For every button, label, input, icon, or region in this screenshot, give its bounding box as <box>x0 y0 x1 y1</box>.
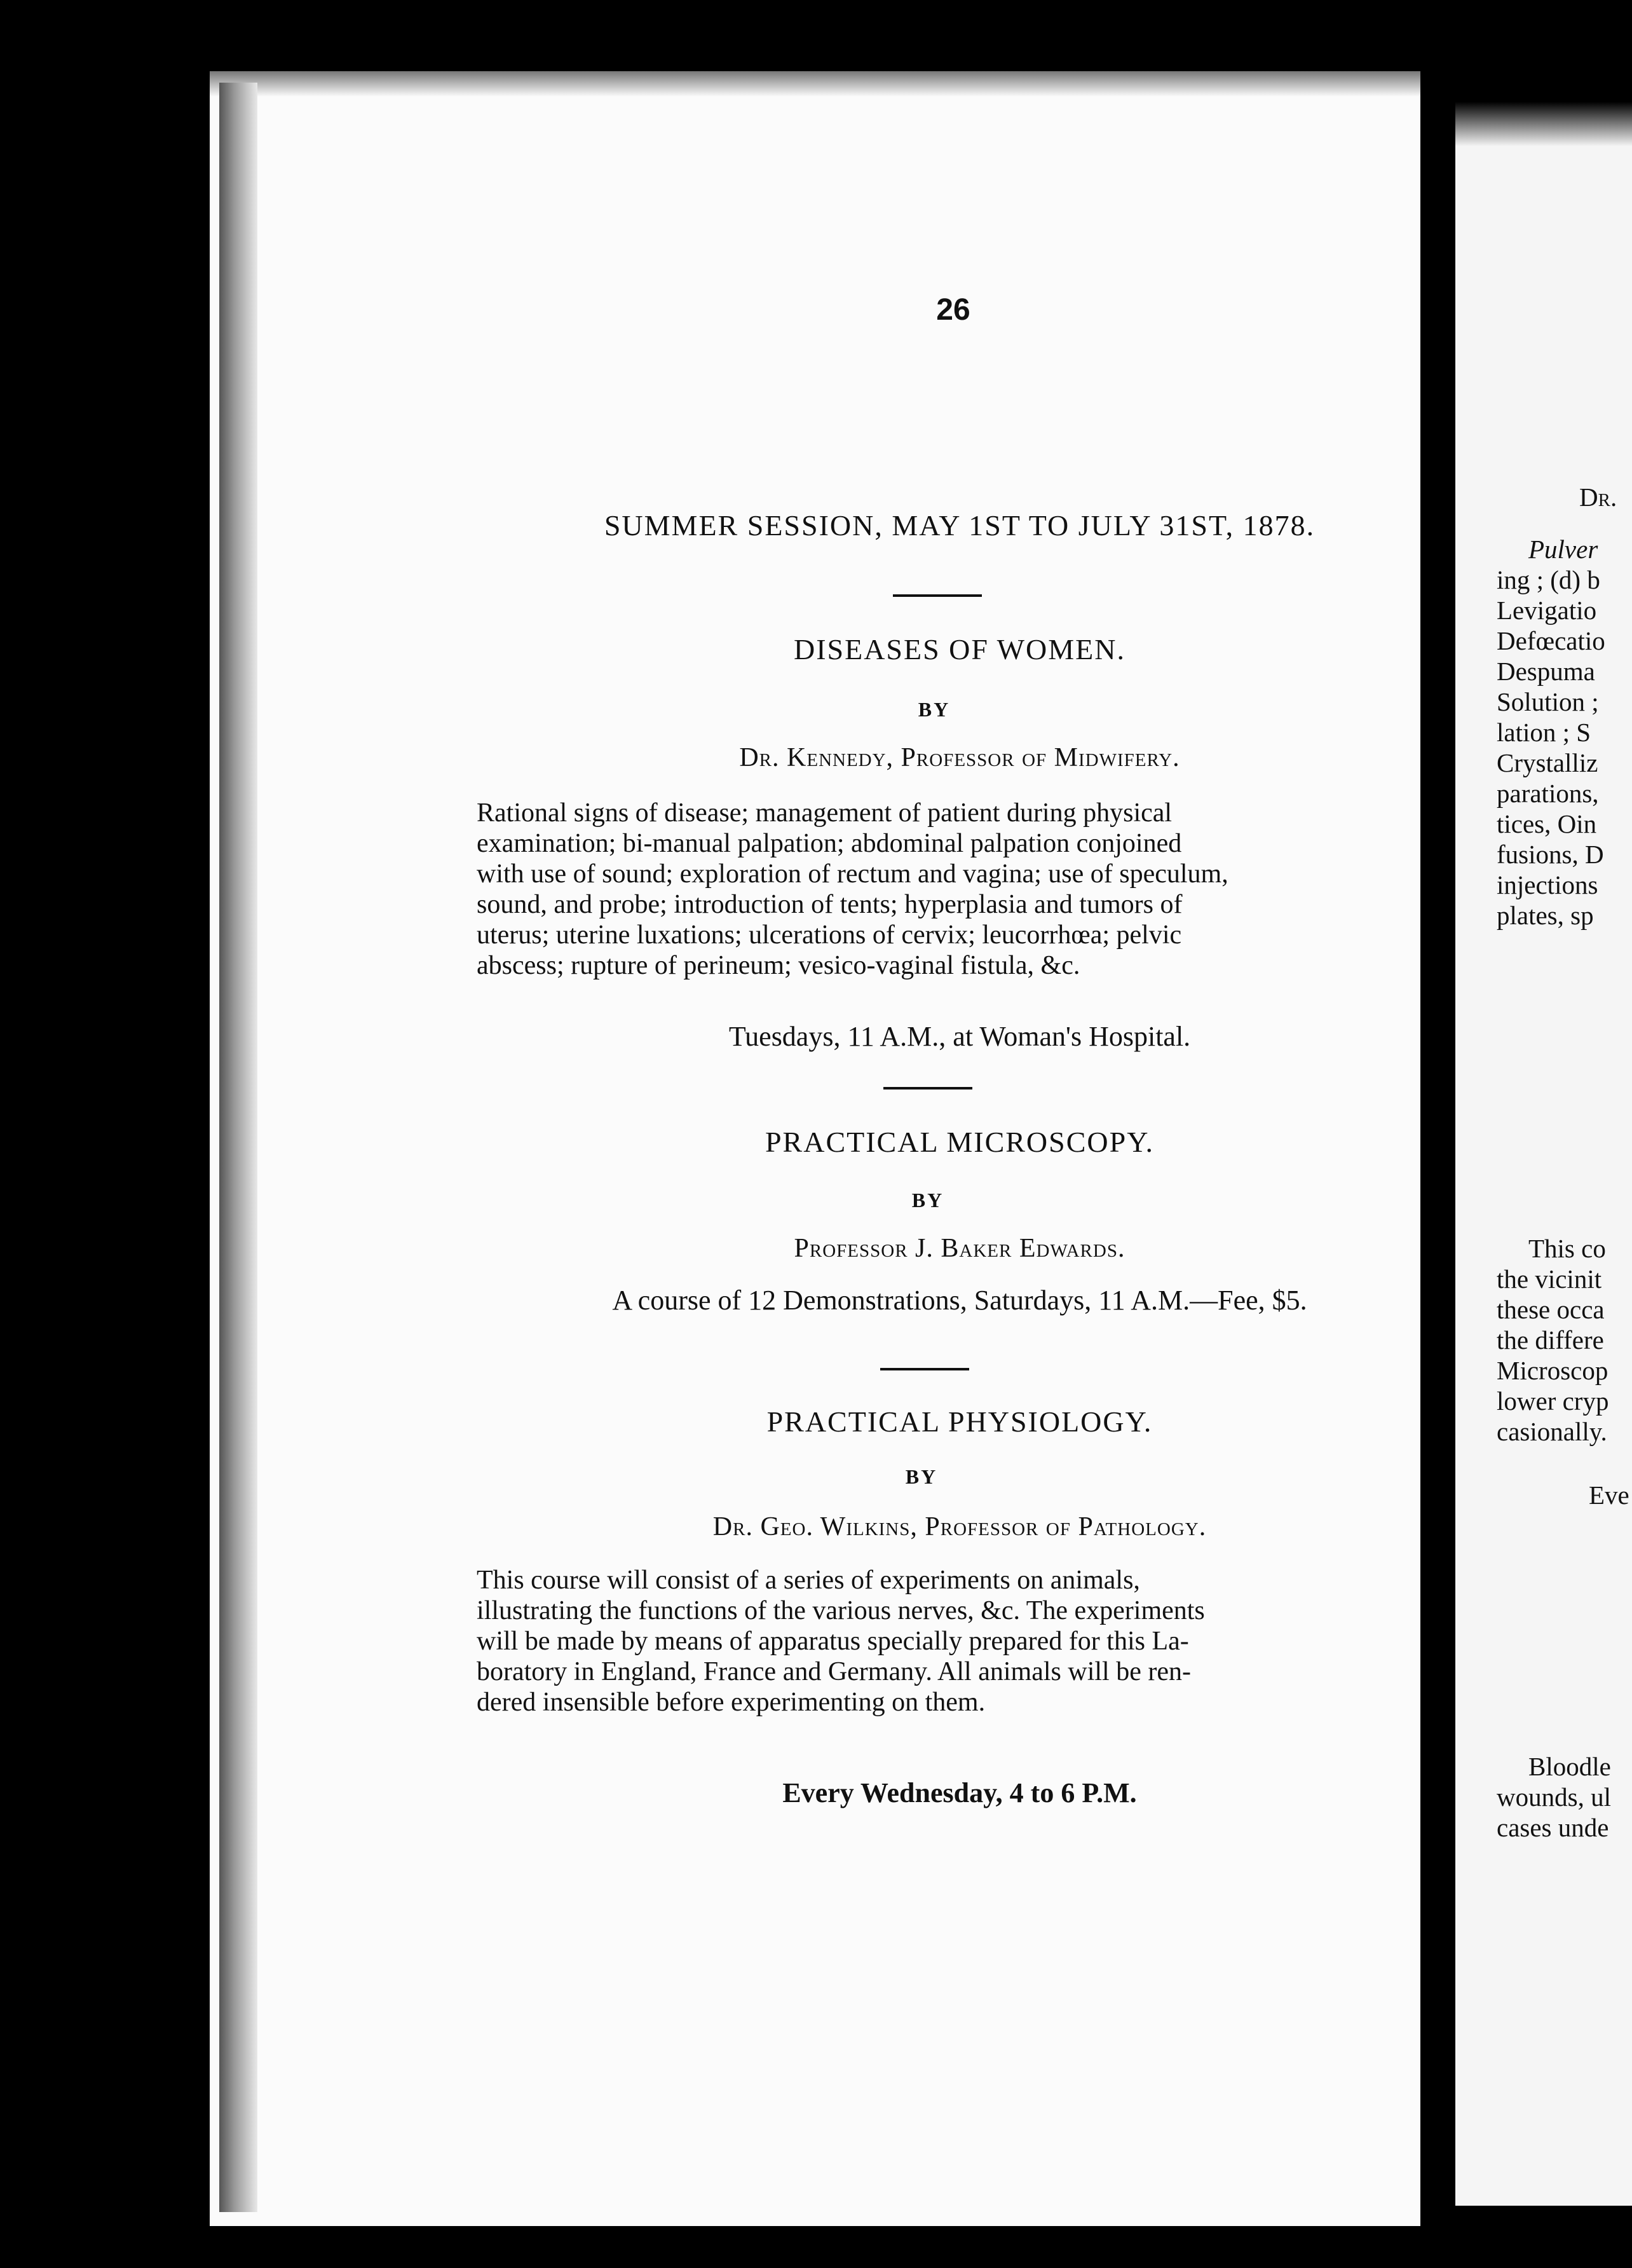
book-gutter <box>1420 95 1455 2206</box>
right-block <box>1497 534 1632 931</box>
section-by: BY <box>918 698 951 721</box>
section-byline: Professor J. Baker Edwards. <box>794 1234 1125 1263</box>
right-line: casionally. <box>1497 1417 1607 1446</box>
right-line: fusions, D <box>1497 840 1604 869</box>
section-time: Every Wednesday, 4 to 6 P.M. <box>782 1777 1137 1808</box>
section-heading: PRACTICAL PHYSIOLOGY. <box>766 1405 1153 1438</box>
right-line: Microscop <box>1497 1356 1608 1385</box>
right-line: Crystalliz <box>1497 748 1598 777</box>
right-line: the differe <box>1497 1325 1604 1355</box>
section-byline: Dr. Geo. Wilkins, Professor of Pathology. <box>712 1512 1207 1541</box>
body-line: with use of sound; exploration of rectum and vagina; use of speculum, <box>477 859 1228 889</box>
right-line: the vicinit <box>1497 1264 1602 1294</box>
page-edge-shadow <box>219 83 257 2212</box>
right-line: wounds, ul <box>1497 1782 1611 1812</box>
body-line: examination; bi-manual palpation; abdominal palpation conjoined <box>477 829 1182 858</box>
right-line: Solution ; <box>1497 687 1599 716</box>
page-number: 26 <box>936 293 970 327</box>
body-line: boratory in England, France and Germany. All animals will be ren- <box>477 1657 1191 1686</box>
divider-rule <box>880 1368 969 1370</box>
section-by: BY <box>911 1189 944 1212</box>
body-line: sound, and probe; introduction of tents; hyperplasia and tumors of <box>477 890 1183 919</box>
right-page-content <box>1455 127 1632 2206</box>
section-heading: DISEASES OF WOMEN. <box>793 633 1126 666</box>
right-line: ing ; (d) b <box>1497 565 1600 594</box>
body-line: This course will consist of a series of experiments on animals, <box>477 1566 1140 1595</box>
right-line: injections <box>1497 870 1598 899</box>
right-line: these occa <box>1497 1295 1605 1324</box>
section-by: BY <box>905 1465 938 1488</box>
body-line: illustrating the functions of the various nerves, &c. The experiments <box>477 1596 1205 1625</box>
body-line: dered insensible before experimenting on them. <box>477 1688 986 1717</box>
divider-rule <box>893 594 982 597</box>
divider-rule <box>883 1087 972 1090</box>
right-line: tices, Oin <box>1497 809 1597 838</box>
body-line: Rational signs of disease; management of patient during physical <box>477 798 1173 828</box>
right-block <box>1497 1233 1632 1447</box>
right-line: Bloodle <box>1528 1752 1611 1781</box>
section-time: A course of 12 Demonstrations, Saturdays, 11 A.M.—Fee, $5. <box>612 1285 1307 1316</box>
right-line: parations, <box>1497 779 1599 808</box>
right-line: lation ; S <box>1497 718 1591 747</box>
section-body <box>477 1565 1370 1718</box>
right-line: Levigatio <box>1497 596 1597 625</box>
right-block <box>1497 1751 1632 1843</box>
right-time: Eve <box>1589 1480 1629 1510</box>
section-heading: PRACTICAL MICROSCOPY. <box>765 1126 1155 1158</box>
right-line: plates, sp <box>1497 901 1594 930</box>
page-top-shadow <box>210 71 1420 97</box>
right-line: Pulver <box>1528 535 1598 564</box>
body-line: will be made by means of apparatus specially prepared for this La- <box>477 1627 1189 1656</box>
section-time: Tuesdays, 11 A.M., at Woman's Hospital. <box>728 1021 1191 1052</box>
right-line: This co <box>1528 1234 1606 1263</box>
session-title: SUMMER SESSION, MAY 1ST TO JULY 31ST, 1878. <box>604 509 1316 542</box>
body-line: abscess; rupture of perineum; vesico-vaginal fistula, &c. <box>477 951 1080 980</box>
right-line: Despuma <box>1497 657 1595 686</box>
section-byline: Dr. Kennedy, Professor of Midwifery. <box>739 743 1180 772</box>
right-line: cases unde <box>1497 1813 1609 1842</box>
right-line: lower cryp <box>1497 1386 1609 1416</box>
section-body <box>477 798 1370 981</box>
right-heading: Dr. <box>1579 482 1617 512</box>
body-line: uterus; uterine luxations; ulcerations of cervix; leucorrhœa; pelvic <box>477 920 1182 950</box>
right-line: Defœcatio <box>1497 626 1605 655</box>
